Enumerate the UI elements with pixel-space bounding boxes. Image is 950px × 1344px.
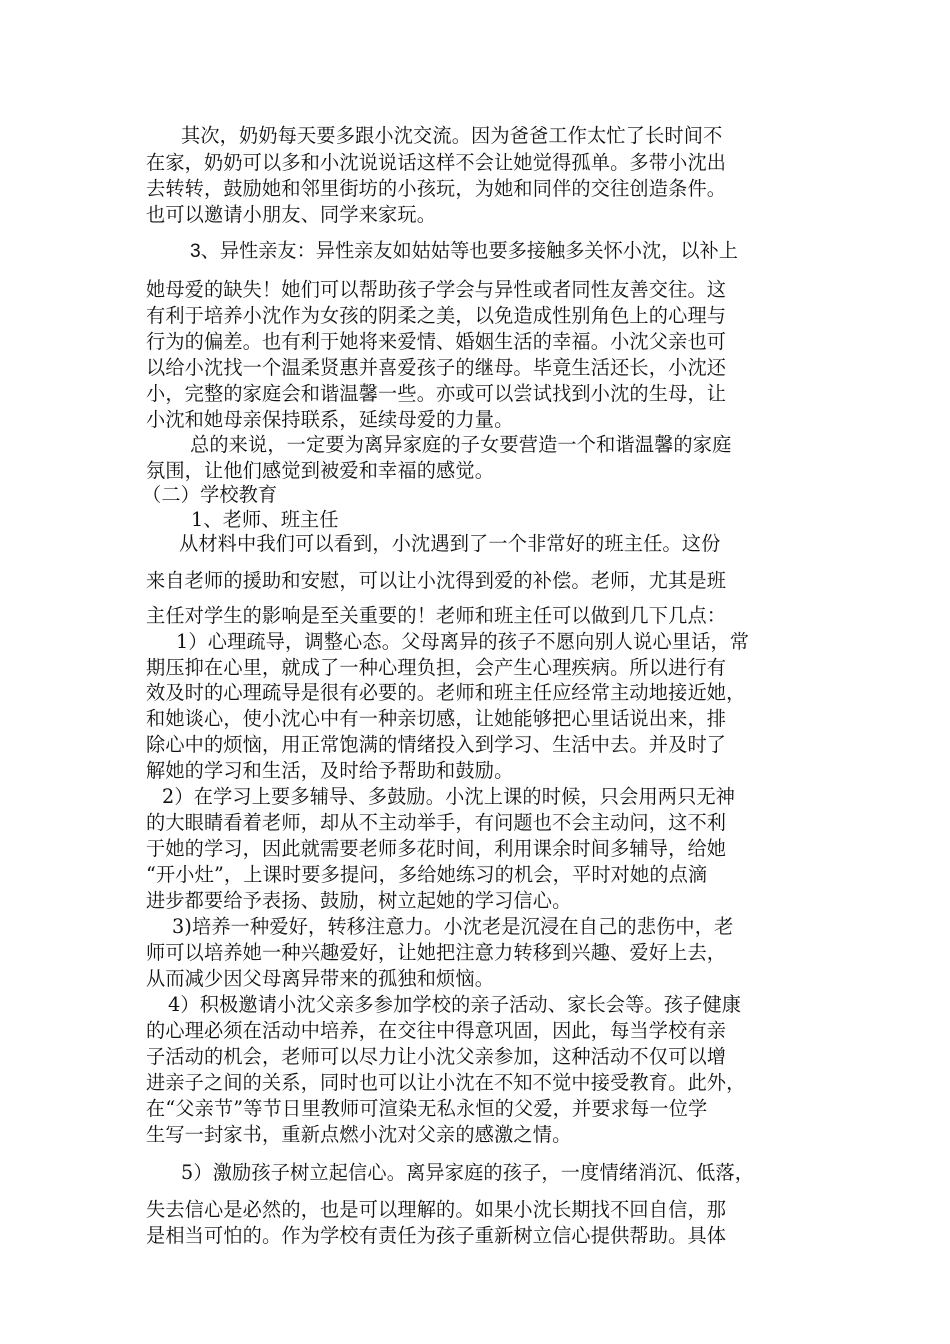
text-line: 进亲子之间的关系，同时也可以让小沈在不知不觉中接受教育。此外， (146, 1071, 746, 1094)
text-line: 子活动的机会，老师可以尽力让小沈父亲参加，这种活动不仅可以增 (146, 1045, 727, 1068)
text-line: 效及时的心理疏导是很有必要的。老师和班主任应经常主动地接近她， (146, 681, 746, 704)
text-line: 5）激励孩子树立起信心。离异家庭的孩子，一度情绪消沉、低落， (181, 1161, 755, 1184)
text-line: 生写一封家书，重新点燃小沈对父亲的感激之情。 (146, 1123, 572, 1146)
text-line: 的大眼睛看着老师，却从不主动举手，有问题也不会主动问，这不利 (146, 811, 727, 834)
text-line: 3)培养一种爱好，转移注意力。小沈老是沉浸在自己的悲伤中，老 (172, 915, 734, 938)
text-line: 从而减少因父母离异带来的孤独和烦恼。 (146, 967, 495, 990)
text-line: 解她的学习和生活，及时给予帮助和鼓励。 (146, 759, 514, 782)
text-line: 行为的偏差。也有利于她将来爱情、婚姻生活的幸福。小沈父亲也可 (146, 330, 727, 353)
subsection-heading: 1、老师、班主任 (191, 508, 339, 531)
text-line: 总的来说，一定要为离异家庭的子女要营造一个和谐温馨的家庭 (190, 433, 732, 456)
text-line: 主任对学生的影响是至关重要的！老师和班主任可以做到几下几点： (146, 604, 727, 627)
text-line: 以给小沈找一个温柔贤惠并喜爱孩子的继母。毕竟生活还长，小沈还 (146, 356, 727, 379)
text-line: 期压抑在心里，就成了一种心理负担，会产生心理疾病。所以进行有 (146, 656, 727, 679)
text-line: “开小灶”，上课时要多提问，多给她练习的机会，平时对她的点滴 (146, 863, 708, 886)
section-heading: （二）学校教育 (142, 483, 278, 506)
text-line: 失去信心是必然的，也是可以理解的。如果小沈长期找不回自信，那 (146, 1198, 727, 1221)
text-line: 来自老师的援助和安慰，可以让小沈得到爱的补偿。老师，尤其是班 (146, 569, 727, 592)
text-line: 小，完整的家庭会和谐温馨一些。亦或可以尝试找到小沈的生母，让 (146, 382, 727, 405)
text-line: 去转转，鼓励她和邻里街坊的小孩玩，为她和同伴的交往创造条件。 (146, 177, 727, 200)
text-line: 有利于培养小沈作为女孩的阴柔之美，以免造成性别角色上的心理与 (146, 304, 727, 327)
text-line: 在家，奶奶可以多和小沈说说话这样不会让她觉得孤单。多带小沈出 (146, 151, 727, 174)
text-line: 于她的学习，因此就需要老师多花时间，利用课余时间多辅导，给她 (146, 837, 727, 860)
text-line: 是相当可怕的。作为学校有责任为孩子重新树立信心提供帮助。具体 (146, 1224, 727, 1247)
text-line: 师可以培养她一种兴趣爱好，让她把注意力转移到兴趣、爱好上去， (146, 941, 727, 964)
text-line: 3、异性亲友：异性亲友如姑姑等也要多接触多关怀小沈，以补上 (190, 241, 738, 262)
text-line: 除心中的烦恼，用正常饱满的情绪投入到学习、生活中去。并及时了 (146, 733, 727, 756)
text-line: 进步都要给予表扬、鼓励，树立起她的学习信心。 (146, 889, 572, 912)
text-line: 从材料中我们可以看到，小沈遇到了一个非常好的班主任。这份 (179, 532, 721, 555)
text-line: 的心理必须在活动中培养，在交往中得意巩固，因此，每当学校有亲 (146, 1019, 727, 1042)
text-line: 2）在学习上要多辅导、多鼓励。小沈上课的时候，只会用两只无神 (162, 785, 736, 808)
text-line: 也可以邀请小朋友、同学来家玩。 (146, 203, 437, 226)
text-line: 其次，奶奶每天要多跟小沈交流。因为爸爸工作太忙了长时间不 (181, 124, 723, 147)
text-line: 小沈和她母亲保持联系，延续母爱的力量。 (146, 408, 514, 431)
text-line: 4）积极邀请小沈父亲多参加学校的亲子活动、家长会等。孩子健康 (168, 993, 742, 1016)
text-line: 她母爱的缺失！她们可以帮助孩子学会与异性或者同性友善交往。这 (146, 278, 727, 301)
text-line: 和她谈心，使小沈心中有一种亲切感，让她能够把心里话说出来，排 (146, 707, 727, 730)
text-line: 在“父亲节”等节日里教师可渲染无私永恒的父爱，并要求每一位学 (146, 1097, 708, 1120)
text-line: 1）心理疏导，调整心态。父母离异的孩子不愿向别人说心里话，常 (176, 630, 750, 653)
text-line: 氛围，让他们感觉到被爱和幸福的感觉。 (146, 459, 495, 482)
